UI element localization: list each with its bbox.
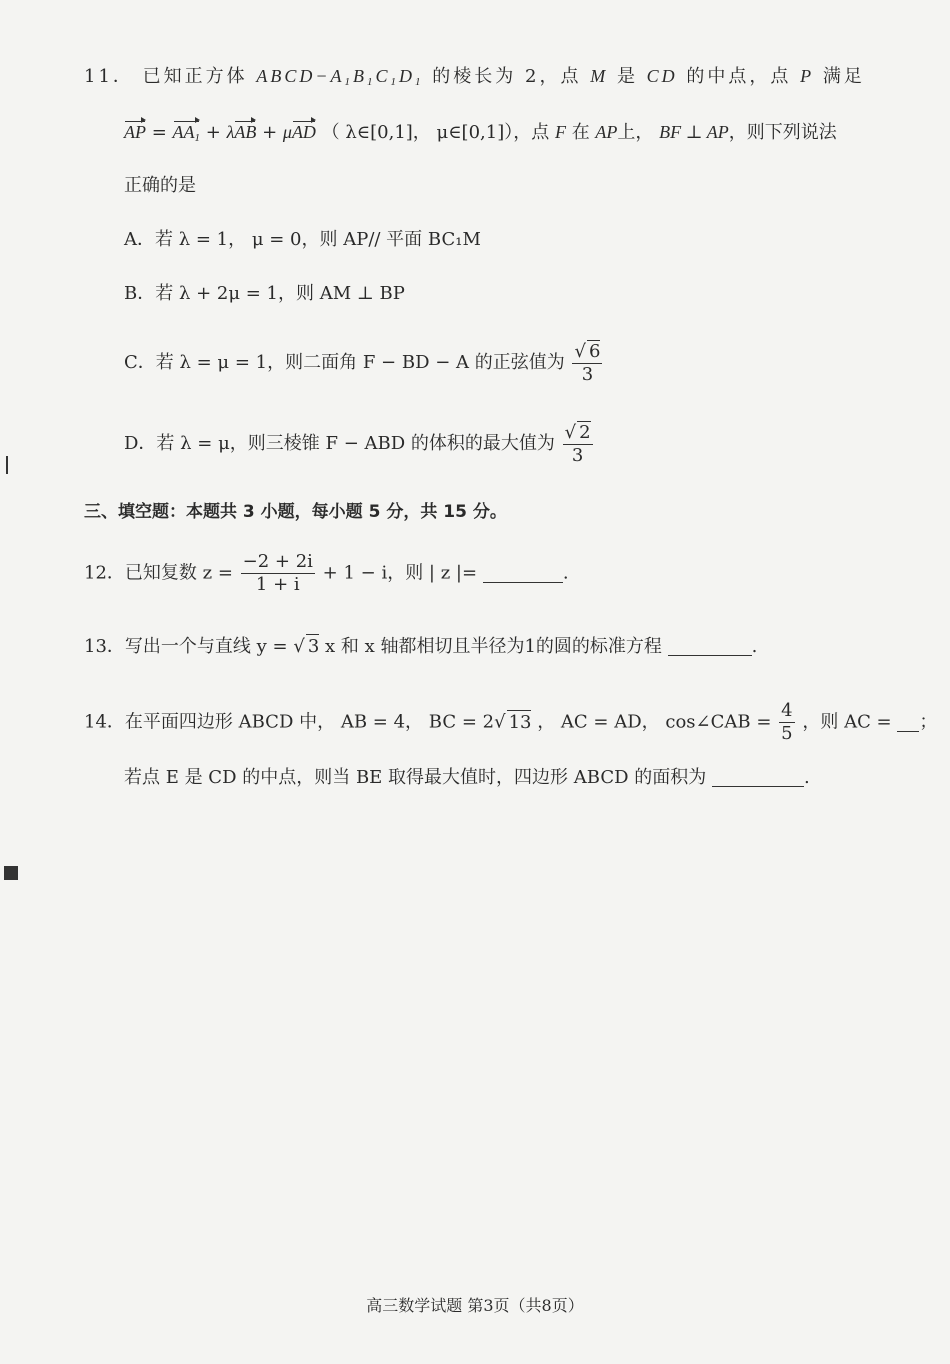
q12-answer-blank[interactable] — [483, 564, 563, 583]
q14-text: ； — [919, 711, 938, 733]
option-d-text: D．若 λ = μ，则三棱锥 F − ABD 的体积的最大值为 — [124, 433, 555, 454]
q12 — [84, 551, 569, 596]
q14-fraction — [779, 700, 794, 745]
q12-denominator: 1 + i — [255, 574, 300, 595]
option-c-text: C．若 λ = μ = 1，则二面角 F − BD − A 的正弦值为 — [124, 352, 565, 373]
option-c-denominator: 3 — [581, 364, 594, 385]
q11-range: （ λ∈[0,1]， μ∈[0,1]），点 — [321, 122, 550, 143]
vec-ab: AB — [234, 122, 257, 142]
q11-text: 的中点，点 — [686, 66, 792, 87]
point-p: P — [800, 66, 815, 86]
option-d-fraction: $\frac{√ 2}{3}$ — [564, 422, 591, 466]
q13-text: 13．写出一个与直线 y = — [84, 636, 288, 657]
q12-text: . — [562, 562, 569, 584]
q11-line3: 正确的是 — [124, 175, 196, 196]
q11-text: 满足 — [822, 66, 865, 87]
margin-square — [4, 866, 18, 880]
q14-answer-blank-2[interactable] — [712, 768, 804, 787]
cube-base: ABCD — [256, 66, 316, 86]
q12-numerator: −2 + 2i — [242, 551, 313, 572]
q13-radicand: 3 — [307, 636, 320, 657]
q11-option-b: B．若 λ + 2μ = 1，则 AM ⊥ BP — [124, 283, 405, 304]
q11-line1 — [84, 64, 865, 94]
q11-text: 已知正方体 — [142, 66, 248, 87]
option-d-radicand: 2 — [579, 422, 591, 443]
q11-text: 是 — [616, 66, 638, 87]
q11-option-d — [124, 421, 595, 467]
q11-option-a: A．若 λ = 1， μ = 0，则 AP// 平面 BC₁M — [124, 229, 481, 250]
cube-name: $ABCD-A_1B_1C_1D_1$ — [256, 66, 424, 88]
q11-line2: AP = $AA_1 + \lambda AB + \mu AD$ （ λ∈[0,1]， μ∈[0,1]），点 F 在 AP上， BF ⊥ AP，则下列说法 — [124, 120, 837, 150]
q14-text: 若点 E 是 CD 的中点，则当 BE 取得最大值时，四边形 ABCD 的面积为 — [124, 767, 707, 788]
q13-text: . — [751, 636, 758, 657]
section-heading: 三、填空题：本题共 3 小题，每小题 5 分，共 15 分。 — [84, 502, 507, 522]
q14-text: ，则 AC = — [802, 711, 892, 733]
option-c-radicand: 6 — [588, 341, 601, 362]
q11-text: ，则下列说法 — [728, 122, 837, 143]
q11-number: 11． — [84, 66, 134, 87]
vec-aa1: $AA_1$ — [173, 120, 201, 150]
q11-condition: BF ⊥ AP — [659, 122, 729, 142]
q13-text: x 和 x 轴都相切且半径为1的圆的标准方程 — [325, 636, 662, 657]
vec-ad: AD — [291, 122, 316, 142]
option-d-denominator: 3 — [571, 445, 584, 466]
vec-ap: AP — [124, 122, 146, 142]
q14-text: . — [803, 767, 810, 788]
q12-fraction — [241, 551, 315, 596]
margin-tick — [6, 456, 8, 474]
q14-numerator: 4 — [781, 700, 793, 721]
q14-line2 — [124, 766, 810, 790]
q14-radicand: 13 — [508, 711, 532, 733]
q11-option-c — [124, 340, 604, 386]
q11-text: 的棱长为 2，点 — [432, 66, 582, 87]
q14-denominator: 5 — [781, 723, 793, 744]
q14-text: ， AC = AD， cos∠CAB = — [537, 711, 772, 733]
q14-text: 14．在平面四边形 ABCD 中， AB = 4， BC = 2 — [84, 711, 495, 733]
page-footer: 高三数学试题 第3页（共8页） — [366, 1296, 584, 1315]
q13: 13．写出一个与直线 y = √ 3 x 和 x 轴都相切且半径为1的圆的标准方程 . — [84, 636, 758, 657]
q11-text: 在 — [571, 122, 590, 143]
point-f: F — [554, 122, 566, 142]
point-m: M — [590, 66, 609, 86]
q13-answer-blank[interactable] — [668, 637, 752, 656]
q11-text: 上， — [617, 122, 654, 143]
q14-line1: 14．在平面四边形 ABCD 中， AB = 4， BC = 2√ 13 ， AC = AD， cos∠CAB = $\frac{4}{5}$ ，则 AC = ； — [84, 700, 938, 744]
segment-ap: AP — [595, 122, 618, 142]
option-c-fraction: $\frac{√ 6}{3}$ — [574, 341, 601, 385]
segment-cd: CD — [646, 66, 678, 86]
q12-text: 12．已知复数 z = — [84, 562, 233, 584]
q14-answer-blank-1[interactable] — [897, 713, 919, 732]
q12-text: + 1 − i，则 | z |= — [322, 562, 478, 584]
